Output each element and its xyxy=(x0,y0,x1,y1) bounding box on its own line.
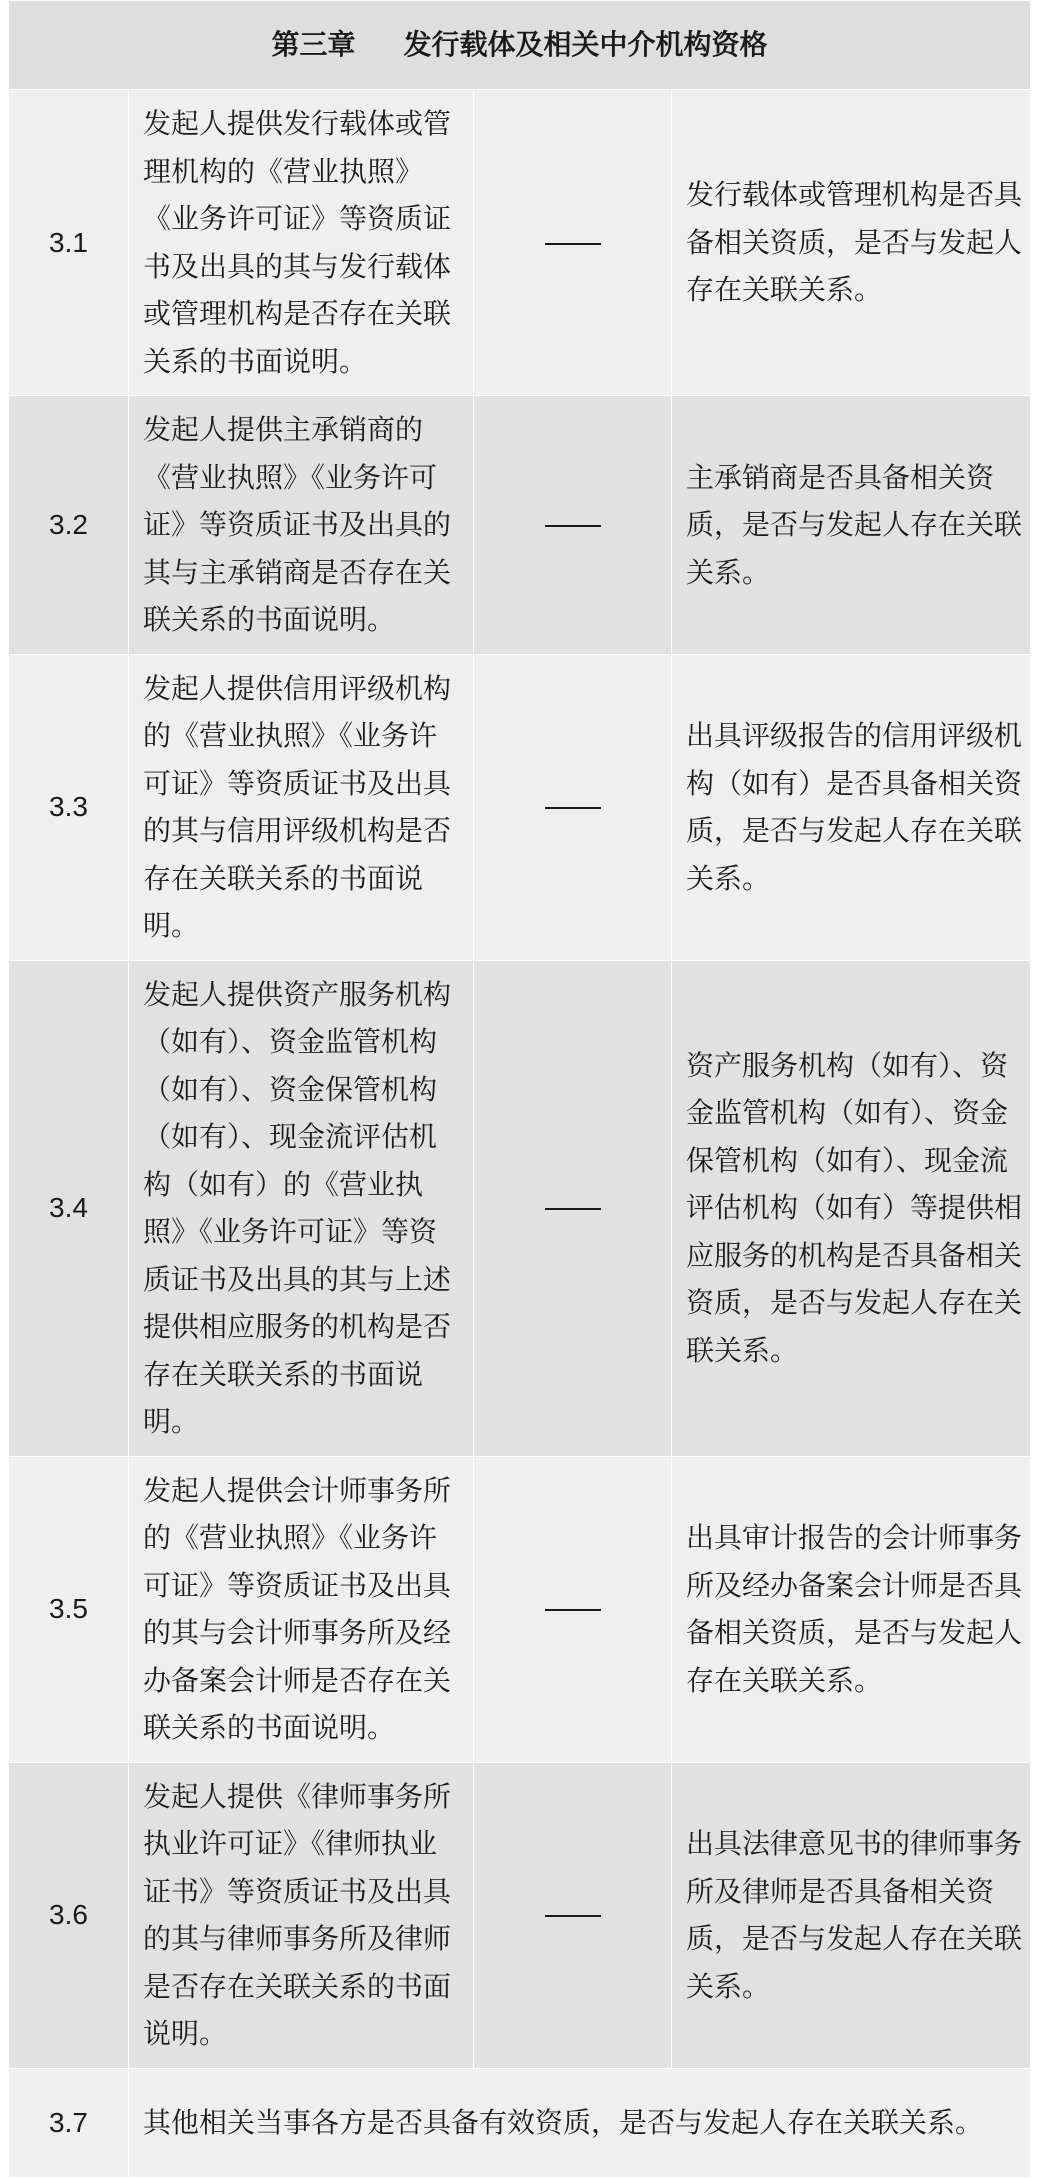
row-dash-cell xyxy=(474,90,672,396)
row-number: 3.6 xyxy=(9,1762,129,2068)
chapter-header-row xyxy=(9,1,1031,90)
row-number: 3.1 xyxy=(9,90,129,396)
table-row xyxy=(9,90,1031,396)
qualification-table-wrapper xyxy=(8,0,1030,2178)
row-dash-cell xyxy=(474,1456,672,1762)
chapter-number: 第三章 xyxy=(271,28,356,62)
dash-mark xyxy=(545,1915,601,1917)
row-requirement: 资产服务机构（如有）、资金监管机构（如有）、资金保管机构（如有）、现金流评估机构（如有）等提供相应服务的机构是否具备相关资质，是否与发起人存在关联关系。 xyxy=(672,960,1031,1456)
row-dash-cell xyxy=(474,960,672,1456)
row-number: 3.4 xyxy=(9,960,129,1456)
row-material: 发起人提供《律师事务所执业许可证》《律师执业证书》等资质证书及出具的其与律师事务所及律师是否存在关联关系的书面说明。 xyxy=(129,1762,474,2068)
row-number: 3.7 xyxy=(9,2068,129,2177)
table-row xyxy=(9,654,1031,960)
dash-mark xyxy=(545,1609,601,1611)
qualification-table xyxy=(8,0,1031,2178)
table-row xyxy=(9,1762,1031,2068)
row-requirement: 出具审计报告的会计师事务所及经办备案会计师是否具备相关资质，是否与发起人存在关联关系。 xyxy=(672,1456,1031,1762)
table-row xyxy=(9,396,1031,655)
table-row xyxy=(9,1456,1031,1762)
row-dash-cell xyxy=(474,396,672,655)
dash-mark xyxy=(545,243,601,245)
row-requirement: 主承销商是否具备相关资质，是否与发起人存在关联关系。 xyxy=(672,396,1031,655)
dash-mark xyxy=(545,1208,601,1210)
table-row xyxy=(9,960,1031,1456)
row-full-text: 其他相关当事各方是否具备有效资质，是否与发起人存在关联关系。 xyxy=(129,2068,1031,2177)
row-number: 3.3 xyxy=(9,654,129,960)
chapter-header-cell xyxy=(9,1,1031,90)
row-number: 3.5 xyxy=(9,1456,129,1762)
row-dash-cell xyxy=(474,1762,672,2068)
row-dash-cell xyxy=(474,654,672,960)
dash-mark xyxy=(545,525,601,527)
dash-mark xyxy=(545,807,601,809)
row-material: 发起人提供发行载体或管理机构的《营业执照》《业务许可证》等资质证书及出具的其与发行载体或管理机构是否存在关联关系的书面说明。 xyxy=(129,90,474,396)
row-material: 发起人提供资产服务机构（如有）、资金监管机构（如有）、资金保管机构（如有）、现金流评估机构（如有）的《营业执照》《业务许可证》等资质证书及出具的其与上述提供相应服务的机构是否存在关联关系的书面说明。 xyxy=(129,960,474,1456)
row-requirement: 出具评级报告的信用评级机构（如有）是否具备相关资质，是否与发起人存在关联关系。 xyxy=(672,654,1031,960)
final-table-row xyxy=(9,2068,1031,2177)
row-material: 发起人提供信用评级机构的《营业执照》《业务许可证》等资质证书及出具的其与信用评级机构是否存在关联关系的书面说明。 xyxy=(129,654,474,960)
chapter-title: 发行载体及相关中介机构资格 xyxy=(403,28,768,62)
row-number: 3.2 xyxy=(9,396,129,655)
row-material: 发起人提供主承销商的《营业执照》《业务许可证》等资质证书及出具的其与主承销商是否存在关联关系的书面说明。 xyxy=(129,396,474,655)
row-material: 发起人提供会计师事务所的《营业执照》《业务许可证》等资质证书及出具的其与会计师事务所及经办备案会计师是否存在关联关系的书面说明。 xyxy=(129,1456,474,1762)
row-requirement: 发行载体或管理机构是否具备相关资质，是否与发起人存在关联关系。 xyxy=(672,90,1031,396)
row-requirement: 出具法律意见书的律师事务所及律师是否具备相关资质，是否与发起人存在关联关系。 xyxy=(672,1762,1031,2068)
